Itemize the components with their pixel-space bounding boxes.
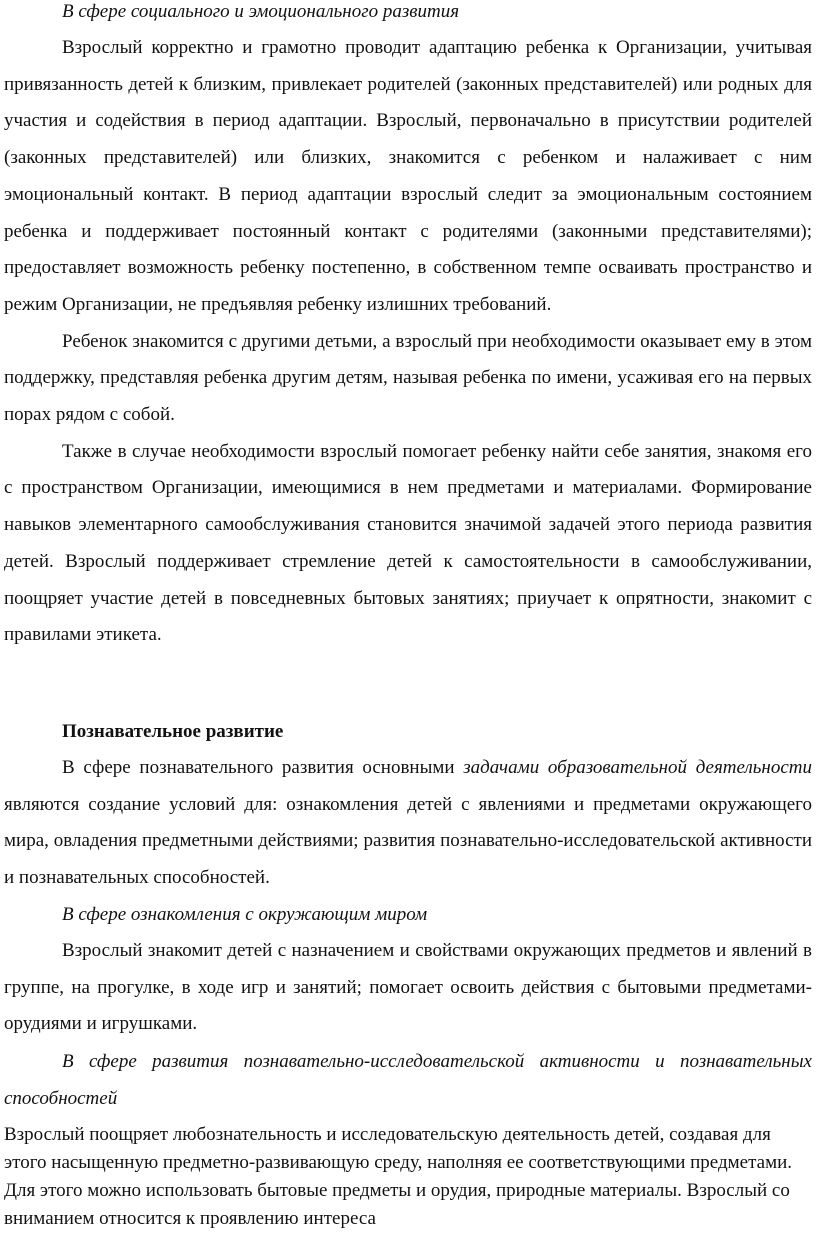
paragraph-research: Взрослый поощряет любознательность и исследовательскую деятельность детей, создавая для этого насыщенную предметно-развивающую среду, наполняя ее соответствующими предметами. Для этого можно использовать бытовые предметы и орудия, природные материалы. Взрослый со вниманием относится к проявлению интереса	[4, 1124, 793, 1229]
section-cognitive	[4, 714, 812, 1117]
paragraph-environment: Взрослый знакомит детей с назначением и свойствами окружающих предметов и явлений в группе, на прогулке, в ходе игр и занятий; помогает освоить действия с бытовыми предметами-орудиями и игрушками.	[4, 939, 812, 1035]
paragraph-cognitive-intro	[4, 750, 812, 897]
subsection-heading-research: В сфере развития познавательно-исследовательской активности и познавательных способностей	[4, 1050, 812, 1109]
paragraph-adaptation: Взрослый корректно и грамотно проводит адаптацию ребенка к Организации, учитывая привязанность детей к близким, привлекает родителей (законных представителей) или родных для участия и содействия в период адаптации. Взрослый, первоначально в присутствии родителей (законных представителей) или близких, знакомится с ребенком и налаживает с ним эмоциональный контакт. В период адаптации взрослый следит за эмоциональным состоянием ребенка и поддерживает постоянный контакт с родителями (законными представителями); предоставляет возможность ребенку постепенно, в собственном темпе осваивать пространство и режим Организации, не предъявляя ребенку излишних требований.	[4, 37, 812, 315]
intro-text-start: В сфере познавательного развития основными	[62, 757, 464, 778]
paragraph-self-care: Также в случае необходимости взрослый помогает ребенку найти себе занятия, знакомя его с пространством Организации, имеющимися в нем предметами и материалами. Формирование навыков элементарного самообслуживания становится значимой задачей этого периода развития детей. Взрослый поддерживает стремление детей к самостоятельности в самообслуживании, поощряет участие детей в повседневных бытовых занятиях; приучает к опрятности, знакомит с правилами этикета.	[4, 440, 812, 646]
subsection-heading-environment: В сфере ознакомления с окружающим миром	[62, 903, 428, 925]
section-heading-social: В сфере социального и эмоционального развития	[62, 1, 460, 22]
section-social-emotional	[4, 0, 812, 654]
paragraph-peers: Ребенок знакомится с другими детьми, а взрослый при необходимости оказывает ему в этом поддержку, представляя ребенка другим детям, называя ребенка по имени, усаживая его на первых порах рядом с собой.	[4, 330, 812, 426]
intro-text-italic: задачами образовательной деятельности	[463, 757, 813, 778]
intro-text-end: являются создание условий для: ознакомления детей с явлениями и предметами окружающего мира, овладения предметными действиями; развития познавательно-исследовательской активности и познавательных способностей.	[4, 793, 812, 889]
section-heading-cognitive: Познавательное развитие	[62, 721, 284, 742]
research-paragraph-block	[4, 1121, 812, 1233]
